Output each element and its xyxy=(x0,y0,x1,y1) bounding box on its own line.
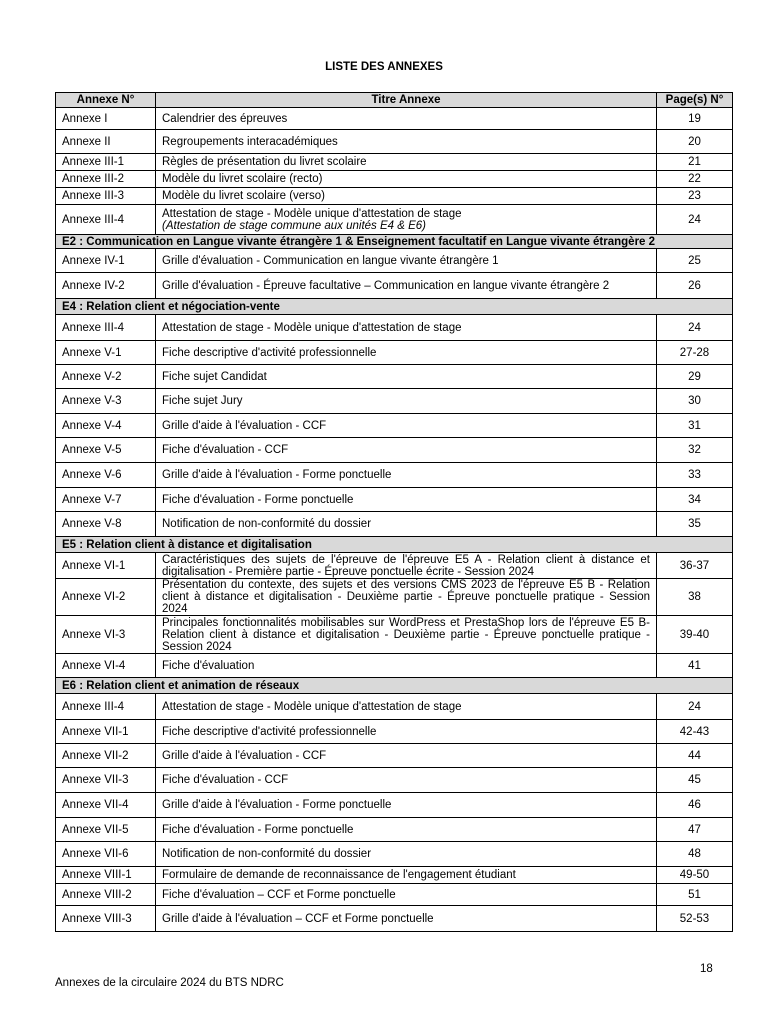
annexe-title: Règles de présentation du livret scolaire xyxy=(156,154,657,171)
annexe-number: Annexe III-4 xyxy=(56,694,156,720)
section-heading: E4 : Relation client et négociation-vente xyxy=(56,299,733,315)
annexe-pages: 22 xyxy=(657,171,733,188)
section-row-e6 xyxy=(56,678,733,694)
header-titre: Titre Annexe xyxy=(156,93,657,108)
annexe-number: Annexe III-1 xyxy=(56,154,156,171)
section-heading: E6 : Relation client et animation de réseaux xyxy=(56,678,733,694)
annexe-title: Fiche d'évaluation - Forme ponctuelle xyxy=(156,488,657,512)
table-row xyxy=(56,818,733,842)
section-row-e2 xyxy=(56,235,733,249)
annexe-number: Annexe VIII-3 xyxy=(56,906,156,932)
table-row xyxy=(56,694,733,720)
annexe-number: Annexe III-3 xyxy=(56,188,156,205)
table-row xyxy=(56,389,733,414)
annexe-title: Fiche d'évaluation – CCF et Forme ponctuelle xyxy=(156,884,657,906)
annexe-number: Annexe VII-4 xyxy=(56,793,156,818)
annexe-number: Annexe V-4 xyxy=(56,414,156,438)
annexe-pages: 35 xyxy=(657,512,733,537)
annexe-pages: 52-53 xyxy=(657,906,733,932)
annexe-title: Notification de non-conformité du dossier xyxy=(156,842,657,867)
annexe-title: Grille d'aide à l'évaluation - Forme ponctuelle xyxy=(156,793,657,818)
table-row xyxy=(56,553,733,579)
annexe-title: Fiche descriptive d'activité professionnelle xyxy=(156,720,657,744)
annexe-title: Présentation du contexte, des sujets et des versions CMS 2023 de l'épreuve E5 B - Relation client à distance et digitalisation - Deuxième partie - Épreuve ponctuelle pratique - Session 2024 xyxy=(156,579,657,616)
annexe-title: Grille d'aide à l'évaluation - Forme ponctuelle xyxy=(156,463,657,488)
annexe-number: Annexe III-4 xyxy=(56,315,156,341)
table-row xyxy=(56,365,733,389)
annexe-title: Grille d'aide à l'évaluation – CCF et Forme ponctuelle xyxy=(156,906,657,932)
table-row xyxy=(56,341,733,365)
annexe-title: Fiche d'évaluation - CCF xyxy=(156,768,657,793)
table-row xyxy=(56,171,733,188)
table-row xyxy=(56,768,733,793)
annexe-number: Annexe V-7 xyxy=(56,488,156,512)
table-row xyxy=(56,744,733,768)
annexe-pages: 51 xyxy=(657,884,733,906)
annexe-number: Annexe VII-2 xyxy=(56,744,156,768)
section-heading: E5 : Relation client à distance et digitalisation xyxy=(56,537,733,553)
table-row xyxy=(56,130,733,154)
annexe-number: Annexe VII-1 xyxy=(56,720,156,744)
annexe-number: Annexe V-3 xyxy=(56,389,156,414)
annexe-title xyxy=(156,205,657,235)
annexe-number: Annexe V-2 xyxy=(56,365,156,389)
table-row xyxy=(56,579,733,616)
annexe-pages: 41 xyxy=(657,654,733,678)
annexe-title: Modèle du livret scolaire (verso) xyxy=(156,188,657,205)
annexe-pages: 31 xyxy=(657,414,733,438)
annexe-pages: 34 xyxy=(657,488,733,512)
annexe-pages: 46 xyxy=(657,793,733,818)
header-pages: Page(s) N° xyxy=(657,93,733,108)
annexe-title: Fiche sujet Candidat xyxy=(156,365,657,389)
table-row xyxy=(56,273,733,299)
annexe-pages: 49-50 xyxy=(657,867,733,884)
annexe-pages: 39-40 xyxy=(657,616,733,654)
section-row-e5 xyxy=(56,537,733,553)
annexe-number: Annexe V-6 xyxy=(56,463,156,488)
annexe-title: Regroupements interacadémiques xyxy=(156,130,657,154)
annexe-title: Attestation de stage - Modèle unique d'attestation de stage xyxy=(156,315,657,341)
annexe-number: Annexe II xyxy=(56,130,156,154)
annexe-number: Annexe VIII-1 xyxy=(56,867,156,884)
annexe-pages: 36-37 xyxy=(657,553,733,579)
annexe-title-text: Attestation de stage - Modèle unique d'attestation de stage xyxy=(162,207,462,220)
table-row xyxy=(56,616,733,654)
annexe-title: Notification de non-conformité du dossier xyxy=(156,512,657,537)
annexe-title: Calendrier des épreuves xyxy=(156,108,657,130)
annexe-title: Caractéristiques des sujets de l'épreuve de l'épreuve E5 A - Relation client à distance et digitalisation - Première partie - Épreuve ponctuelle écrite - Session 2024 xyxy=(156,553,657,579)
table-row xyxy=(56,154,733,171)
annexe-title: Modèle du livret scolaire (recto) xyxy=(156,171,657,188)
annexe-number: Annexe VIII-2 xyxy=(56,884,156,906)
annexe-pages: 24 xyxy=(657,205,733,235)
annexe-title: Attestation de stage - Modèle unique d'attestation de stage xyxy=(156,694,657,720)
annexe-number: Annexe III-4 xyxy=(56,205,156,235)
annexe-pages: 38 xyxy=(657,579,733,616)
section-row-e4 xyxy=(56,299,733,315)
annexe-number: Annexe VI-4 xyxy=(56,654,156,678)
table-row xyxy=(56,512,733,537)
annexe-pages: 33 xyxy=(657,463,733,488)
annexe-pages: 25 xyxy=(657,249,733,273)
annexe-pages: 32 xyxy=(657,438,733,463)
annexe-title: Grille d'évaluation - Communication en langue vivante étrangère 1 xyxy=(156,249,657,273)
annexe-pages: 27-28 xyxy=(657,341,733,365)
table-row xyxy=(56,414,733,438)
annexe-pages: 19 xyxy=(657,108,733,130)
annexe-title: Grille d'aide à l'évaluation - CCF xyxy=(156,414,657,438)
table-row xyxy=(56,884,733,906)
table-row xyxy=(56,793,733,818)
table-row xyxy=(56,438,733,463)
annexe-number: Annexe VII-6 xyxy=(56,842,156,867)
annexe-number: Annexe VII-3 xyxy=(56,768,156,793)
annexe-pages: 21 xyxy=(657,154,733,171)
table-row xyxy=(56,315,733,341)
annexe-pages: 47 xyxy=(657,818,733,842)
table-row xyxy=(56,108,733,130)
annexe-number: Annexe VI-2 xyxy=(56,579,156,616)
annexe-number: Annexe VII-5 xyxy=(56,818,156,842)
annexe-pages: 29 xyxy=(657,365,733,389)
table-row xyxy=(56,842,733,867)
table-header-row xyxy=(56,93,733,108)
annexe-title: Fiche d'évaluation - Forme ponctuelle xyxy=(156,818,657,842)
annexe-number: Annexe V-8 xyxy=(56,512,156,537)
annexe-title: Fiche sujet Jury xyxy=(156,389,657,414)
annexe-title: Fiche descriptive d'activité professionnelle xyxy=(156,341,657,365)
annexe-number: Annexe VI-1 xyxy=(56,553,156,579)
page-number: 18 xyxy=(700,963,713,975)
annexe-pages: 24 xyxy=(657,694,733,720)
annexe-subtitle: (Attestation de stage commune aux unités E4 & E6) xyxy=(162,219,427,232)
annexe-pages: 24 xyxy=(657,315,733,341)
annexes-table xyxy=(55,92,733,932)
annexe-number: Annexe VI-3 xyxy=(56,616,156,654)
annexe-pages: 23 xyxy=(657,188,733,205)
document-title: LISTE DES ANNEXES xyxy=(325,61,443,73)
table-row xyxy=(56,188,733,205)
annexe-number: Annexe V-5 xyxy=(56,438,156,463)
annexe-pages: 48 xyxy=(657,842,733,867)
table-row xyxy=(56,463,733,488)
annexe-number: Annexe IV-2 xyxy=(56,273,156,299)
annexe-title: Fiche d'évaluation - CCF xyxy=(156,438,657,463)
header-annexe: Annexe N° xyxy=(56,93,156,108)
page-footer: Annexes de la circulaire 2024 du BTS NDRC xyxy=(55,977,284,989)
annexe-pages: 26 xyxy=(657,273,733,299)
table-row xyxy=(56,654,733,678)
annexe-title: Grille d'aide à l'évaluation - CCF xyxy=(156,744,657,768)
annexe-pages: 44 xyxy=(657,744,733,768)
annexe-title: Fiche d'évaluation xyxy=(156,654,657,678)
annexe-number: Annexe V-1 xyxy=(56,341,156,365)
annexe-pages: 42-43 xyxy=(657,720,733,744)
table-row xyxy=(56,249,733,273)
annexe-title: Principales fonctionnalités mobilisables sur WordPress et PrestaShop lors de l'épreuve E5 B- Relation client à distance et digitalisation - Deuxième partie - Épreuve ponctuelle pratique - Session 2024 xyxy=(156,616,657,654)
section-heading: E2 : Communication en Langue vivante étrangère 1 & Enseignement facultatif en Langue vivante étrangère 2 xyxy=(56,235,733,249)
table-row xyxy=(56,906,733,932)
annexe-title: Grille d'évaluation - Épreuve facultative – Communication en langue vivante étrangère 2 xyxy=(156,273,657,299)
table-row xyxy=(56,867,733,884)
annexe-number: Annexe IV-1 xyxy=(56,249,156,273)
table-row xyxy=(56,488,733,512)
table-row xyxy=(56,205,733,235)
annexe-number: Annexe III-2 xyxy=(56,171,156,188)
annexe-pages: 30 xyxy=(657,389,733,414)
table-row xyxy=(56,720,733,744)
annexe-pages: 20 xyxy=(657,130,733,154)
annexe-number: Annexe I xyxy=(56,108,156,130)
annexe-title: Formulaire de demande de reconnaissance de l'engagement étudiant xyxy=(156,867,657,884)
annexe-pages: 45 xyxy=(657,768,733,793)
